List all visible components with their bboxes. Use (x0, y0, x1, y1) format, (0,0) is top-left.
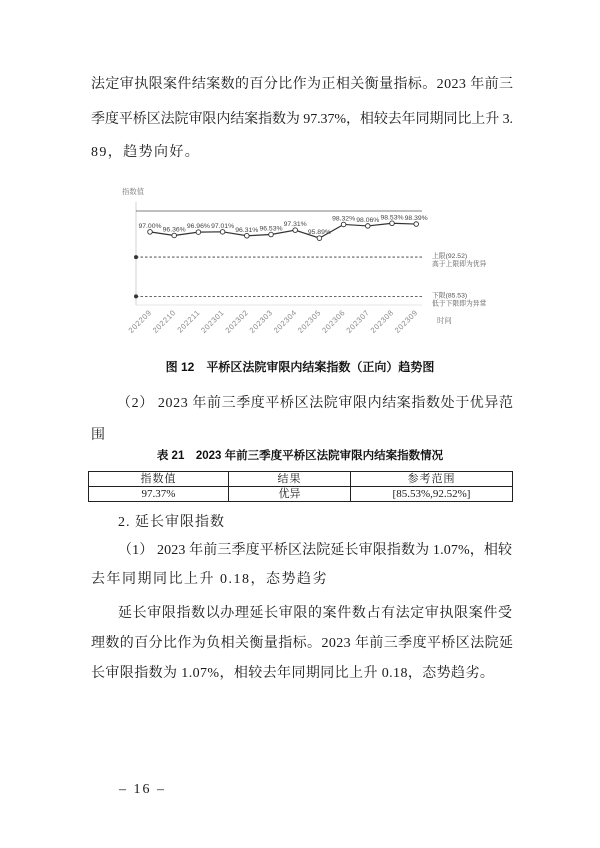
data-point (196, 230, 201, 235)
table-header-cell: 结果 (229, 472, 351, 487)
x-tick-label: 202304 (271, 308, 299, 335)
page-number: – 16 – (119, 782, 166, 797)
data-point (245, 233, 250, 238)
data-label: 97.31% (283, 221, 307, 229)
x-tick-label: 202302 (223, 308, 251, 335)
data-point (172, 233, 177, 238)
data-point (341, 222, 346, 227)
table-cell: 优异 (229, 487, 351, 502)
table-header-cell: 指数值 (89, 472, 229, 487)
data-label: 97.00% (138, 222, 162, 230)
data-point (269, 232, 274, 237)
y-axis-label: 指数值 (122, 187, 145, 196)
paragraph-line: 季度平桥区法院审限内结案指数为 97.37%，相较去年同期同比上升 3. (91, 112, 513, 127)
table-cell: [85.53%,92.52%] (351, 487, 513, 502)
table-cell: 97.37% (89, 487, 229, 502)
reference-note: 低于下限即为异常 (432, 300, 487, 308)
data-label: 98.06% (356, 216, 380, 224)
data-label: 98.53% (380, 214, 404, 222)
data-label: 98.39% (404, 215, 428, 223)
reference-label: 上限(92.52) (432, 253, 468, 261)
x-axis-label: 时间 (437, 316, 452, 325)
trend-line-chart (100, 180, 500, 352)
x-tick-label: 202210 (150, 308, 178, 335)
data-label: 96.53% (259, 225, 283, 233)
reference-marker (134, 294, 138, 298)
x-tick-label: 202308 (368, 308, 396, 335)
table-row (89, 487, 513, 502)
list-item-line: （1） 2023 年前三季度平桥区法院延长审限指数为 1.07%，相较 (118, 543, 513, 558)
section-heading: 2. 延长审限指数 (118, 515, 225, 530)
x-tick-label: 202211 (175, 308, 202, 335)
data-point (220, 230, 225, 235)
x-tick-label: 202306 (320, 308, 348, 335)
data-point (414, 222, 419, 227)
data-point (148, 230, 153, 235)
reference-note: 高于上限即为优异 (432, 261, 487, 269)
figure-caption: 图 12 平桥区法院审限内结案指数（正向）趋势图 (165, 360, 435, 374)
data-label: 98.32% (332, 215, 356, 223)
data-label: 96.96% (186, 223, 210, 231)
list-item-line: （2） 2023 年前三季度平桥区法院审限内结案指数处于优异范 (117, 396, 514, 411)
data-point (390, 221, 395, 226)
x-tick-label: 202305 (295, 308, 323, 335)
data-point (317, 236, 322, 241)
chart-marks (127, 214, 487, 335)
list-item-line: 去年同期同比上升 0.18，态势趋劣 (91, 572, 328, 587)
paragraph-line: 法定审执限案件结案数的百分比作为正相关衡量指标。2023 年前三 (91, 77, 514, 92)
x-tick-label: 202303 (247, 308, 275, 335)
paragraph-line: 长审限指数为 1.07%，相较去年同期同比上升 0.18，态势趋劣。 (91, 666, 495, 681)
x-tick-label: 202209 (126, 308, 154, 335)
data-label: 95.89% (307, 229, 331, 237)
table-header-row (89, 472, 513, 487)
data-point (293, 228, 298, 233)
x-tick-label: 202307 (344, 308, 372, 335)
paragraph-line: 理数的百分比作为负相关衡量指标。2023 年前三季度平桥区法院延 (91, 636, 514, 651)
x-tick-label: 202309 (392, 308, 420, 335)
data-label: 97.01% (211, 222, 235, 230)
paragraph-line: 89，趋势向好。 (91, 145, 201, 160)
data-label: 96.31% (235, 226, 259, 234)
x-tick-label: 202301 (199, 308, 227, 335)
table-header-cell: 参考范围 (351, 472, 513, 487)
data-point (366, 224, 371, 229)
index-table (88, 471, 513, 502)
paragraph-line: 延长审限指数以办理延长审限的案件数占有法定审执限案件受 (118, 606, 513, 621)
reference-marker (134, 255, 138, 259)
reference-label: 下限(85.53) (432, 292, 468, 300)
list-item-line: 围 (91, 428, 105, 443)
table-caption: 表 21 2023 年前三季度平桥区法院审限内结案指数情况 (156, 450, 444, 462)
data-label: 96.36% (162, 226, 186, 234)
